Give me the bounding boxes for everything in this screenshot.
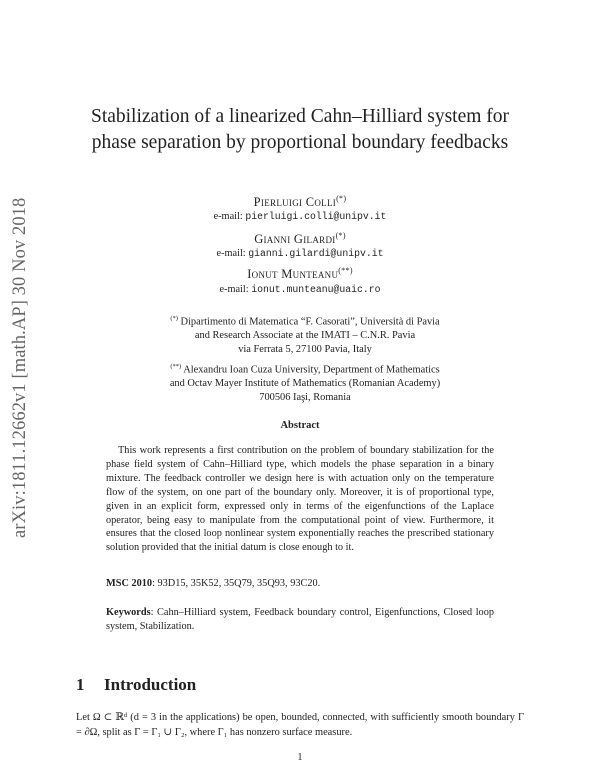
author-mark: (**) (338, 266, 353, 275)
abstract-text: This work represents a first contribution on the problem of boundary stabilization for the phase field system of Cahn–Hilliard type, which models the phase separation in a binary mixture. The feedback controller we design here is with actuation only on the temperature flow of the system, on one part of the boundary only. Moreover, it is of proportional type, given in an explicit form, expressed only in terms of the eigenfunctions of the Laplace operator, being easy to manipulate from the computational point of view. Furthermore, it ensures that the closed loop nonlinear system exponentially reaches the prescribed stationary solution provided that the initial datum is close enough to it. (106, 445, 494, 554)
author-name: Ionut Munteanu (247, 267, 339, 282)
page-number: 1 (297, 752, 303, 763)
author-2-email (150, 248, 450, 259)
paper-title (40, 104, 560, 156)
affiliation-mark: (**) (170, 363, 182, 370)
author-mark: (*) (336, 194, 347, 203)
affiliation-line: via Ferrata 5, 27100 Pavia, Italy (238, 344, 372, 356)
msc-codes: : 93D15, 35K52, 35Q79, 35Q93, 93C20. (152, 578, 321, 589)
arxiv-stamp: arXiv:1811.12662v1 [math.AP] 30 Nov 2018 (10, 197, 30, 538)
msc-line (106, 578, 494, 589)
affiliation-2 (140, 360, 470, 405)
author-2 (150, 231, 450, 247)
author-3-email (150, 284, 450, 295)
affiliation-line: Dipartimento di Matematica “F. Casorati”, Università di Pavia (180, 316, 440, 328)
author-1 (150, 194, 450, 210)
title-line-2: phase separation by proportional boundary feedbacks (91, 132, 509, 153)
msc-label: MSC 2010 (106, 578, 153, 589)
email-address: gianni.gilardi@unipv.it (248, 248, 384, 259)
affiliation-line: and Research Associate at the IMATI – C.N.R. Pavia (194, 330, 416, 342)
intro-paragraph: Let Ω ⊂ ℝᵈ (d = 3 in the applications) be open, bounded, connected, with sufficiently smooth boundary Γ = ∂Ω, split as Γ = Γ₁ ∪ Γ₂, where Γ₁ has nonzero surface measure. (76, 712, 524, 738)
author-name: Gianni Gilardi (254, 232, 336, 247)
affiliation-mark: (*) (170, 315, 178, 322)
keywords-line (106, 606, 494, 634)
affiliation-1 (140, 312, 470, 357)
email-label: e-mail: (216, 248, 246, 259)
section-number: 1 (76, 675, 85, 694)
author-1-email (150, 211, 450, 222)
section-heading (76, 675, 196, 695)
affiliation-line: 700506 Iaşi, Romania (259, 392, 351, 404)
affiliation-line: Alexandru Ioan Cuza University, Department of Mathematics (183, 364, 440, 376)
section-title: Introduction (104, 675, 197, 694)
email-label: e-mail: (213, 211, 243, 222)
email-address: ionut.munteanu@uaic.ro (251, 284, 381, 295)
email-address: pierluigi.colli@unipv.it (245, 211, 387, 222)
abstract-title: Abstract (280, 420, 320, 431)
author-name: Pierluigi Colli (253, 195, 337, 210)
abstract-body (106, 444, 494, 555)
keywords-label: Keywords (106, 607, 151, 618)
title-line-1: Stabilization of a linearized Cahn–Hilliard system for (90, 106, 510, 127)
author-3 (150, 266, 450, 282)
affiliation-line: and Octav Mayer Institute of Mathematics (Romanian Academy) (169, 378, 441, 390)
keywords-text: : Cahn–Hilliard system, Feedback boundary control, Eigenfunctions, Closed loop system, Stabilization. (106, 607, 494, 632)
email-label: e-mail: (219, 284, 249, 295)
author-mark: (*) (335, 231, 346, 240)
